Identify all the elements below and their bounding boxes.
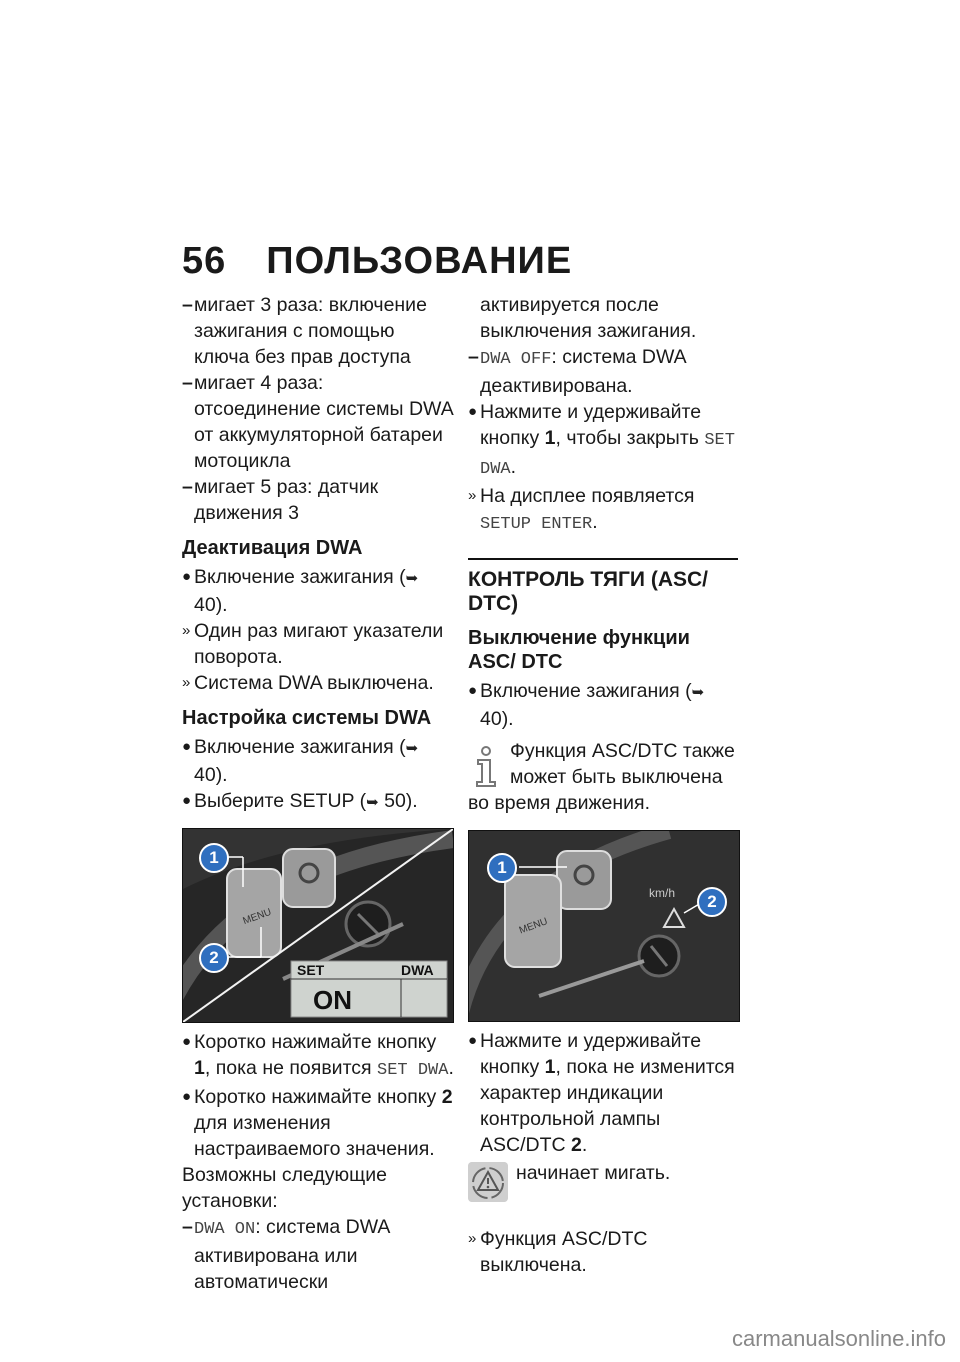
footer-watermark: carmanualsonline.info [731, 1326, 946, 1351]
step-item: ● Коротко нажимайте кнопку 1, пока не появится SET DWA. [182, 1031, 454, 1080]
step-item: ● Включение зажигания (➥ 40). [468, 680, 705, 730]
page-ref-arrow-icon: ➥ [405, 740, 419, 757]
svg-text:SET: SET [297, 962, 325, 978]
section-heading-traction-control: КОНТРОЛЬ ТЯГИ (ASC/ DTC) [468, 558, 738, 616]
warning-note: начинает мигать. [468, 1160, 738, 1186]
svg-text:MENU: MENU [517, 916, 550, 937]
info-icon [468, 742, 504, 788]
list-item: – мигает 5 раз: датчик движения 3 [182, 476, 379, 524]
page-number: 56 [182, 240, 227, 282]
callout-1: 1 [487, 853, 517, 883]
section-heading-setup: Настройка системы DWA [182, 707, 432, 729]
svg-text:km/h: km/h [649, 886, 676, 900]
asc-warning-lamp-icon [468, 1162, 508, 1202]
page-ref-link[interactable]: 50). [384, 790, 418, 812]
callout-1: 1 [199, 843, 229, 873]
callout-2: 2 [199, 943, 229, 973]
list-item: – мигает 3 раза: включение зажигания с помощью ключа без прав доступа [182, 294, 427, 368]
page-ref-arrow-icon: ➥ [691, 684, 705, 701]
handlebar-photo-dwa [182, 828, 454, 1023]
info-note: Функция ASC/DTC также может быть выключена во время движения. [468, 740, 735, 814]
step-item: ● Коротко нажимайте кнопку 2 для изменения настраиваемого значения. [182, 1086, 453, 1160]
result-item: » Один раз мигают указатели поворота. [182, 620, 444, 668]
svg-text:ON: ON [313, 985, 352, 1015]
subsection-heading-disable-asc: Выключение функции ASC/ DTC [468, 627, 690, 673]
step-item: ● Включение зажигания (➥ 40). [182, 736, 419, 786]
svg-text:MENU: MENU [241, 906, 273, 928]
list-item: – DWA ON: система DWA активирована или автоматически [182, 1216, 390, 1293]
page-ref-link[interactable]: 40). [194, 764, 228, 786]
left-column [182, 292, 454, 1295]
handlebar-photo-asc [468, 830, 740, 1022]
svg-text:DWA: DWA [401, 962, 434, 978]
result-item: » Система DWA выключена. [182, 672, 434, 694]
result-item: » На дисплее появляется SETUP ENTER. [468, 485, 695, 534]
step-item: ● Нажмите и удерживайте кнопку 1, чтобы закрыть SET DWA. [468, 401, 735, 479]
step-item: ● Нажмите и удерживайте кнопку 1, пока не изменится характер индикации контрольной лампы ASC/DTC 2. [468, 1030, 735, 1156]
page-ref-arrow-icon: ➥ [405, 570, 419, 587]
page-ref-arrow-icon: ➥ [366, 794, 379, 811]
page-heading [182, 240, 572, 283]
page-ref-link[interactable]: 40). [480, 708, 514, 730]
result-item: » Функция ASC/DTC выключена. [468, 1228, 648, 1276]
callout-2: 2 [697, 887, 727, 917]
right-column [468, 292, 738, 1278]
list-item: – мигает 4 раза: отсоединение системы DWA от аккумуляторной батареи мотоцикла [182, 372, 453, 472]
list-item: – DWA OFF: система DWA деактивирована. [468, 346, 686, 397]
page-ref-link[interactable]: 40). [194, 594, 228, 616]
options-intro: Возможны следующие установки: [182, 1164, 387, 1212]
continued-text: активируется после выключения зажигания. [480, 294, 697, 342]
section-heading-deactivation: Деактивация DWA [182, 537, 363, 559]
step-item: ● Включение зажигания (➥ 40). [182, 566, 419, 616]
page-title: ПОЛЬЗОВАНИЕ [266, 240, 573, 282]
step-item: ● Выберите SETUP (➥ 50). [182, 790, 418, 812]
